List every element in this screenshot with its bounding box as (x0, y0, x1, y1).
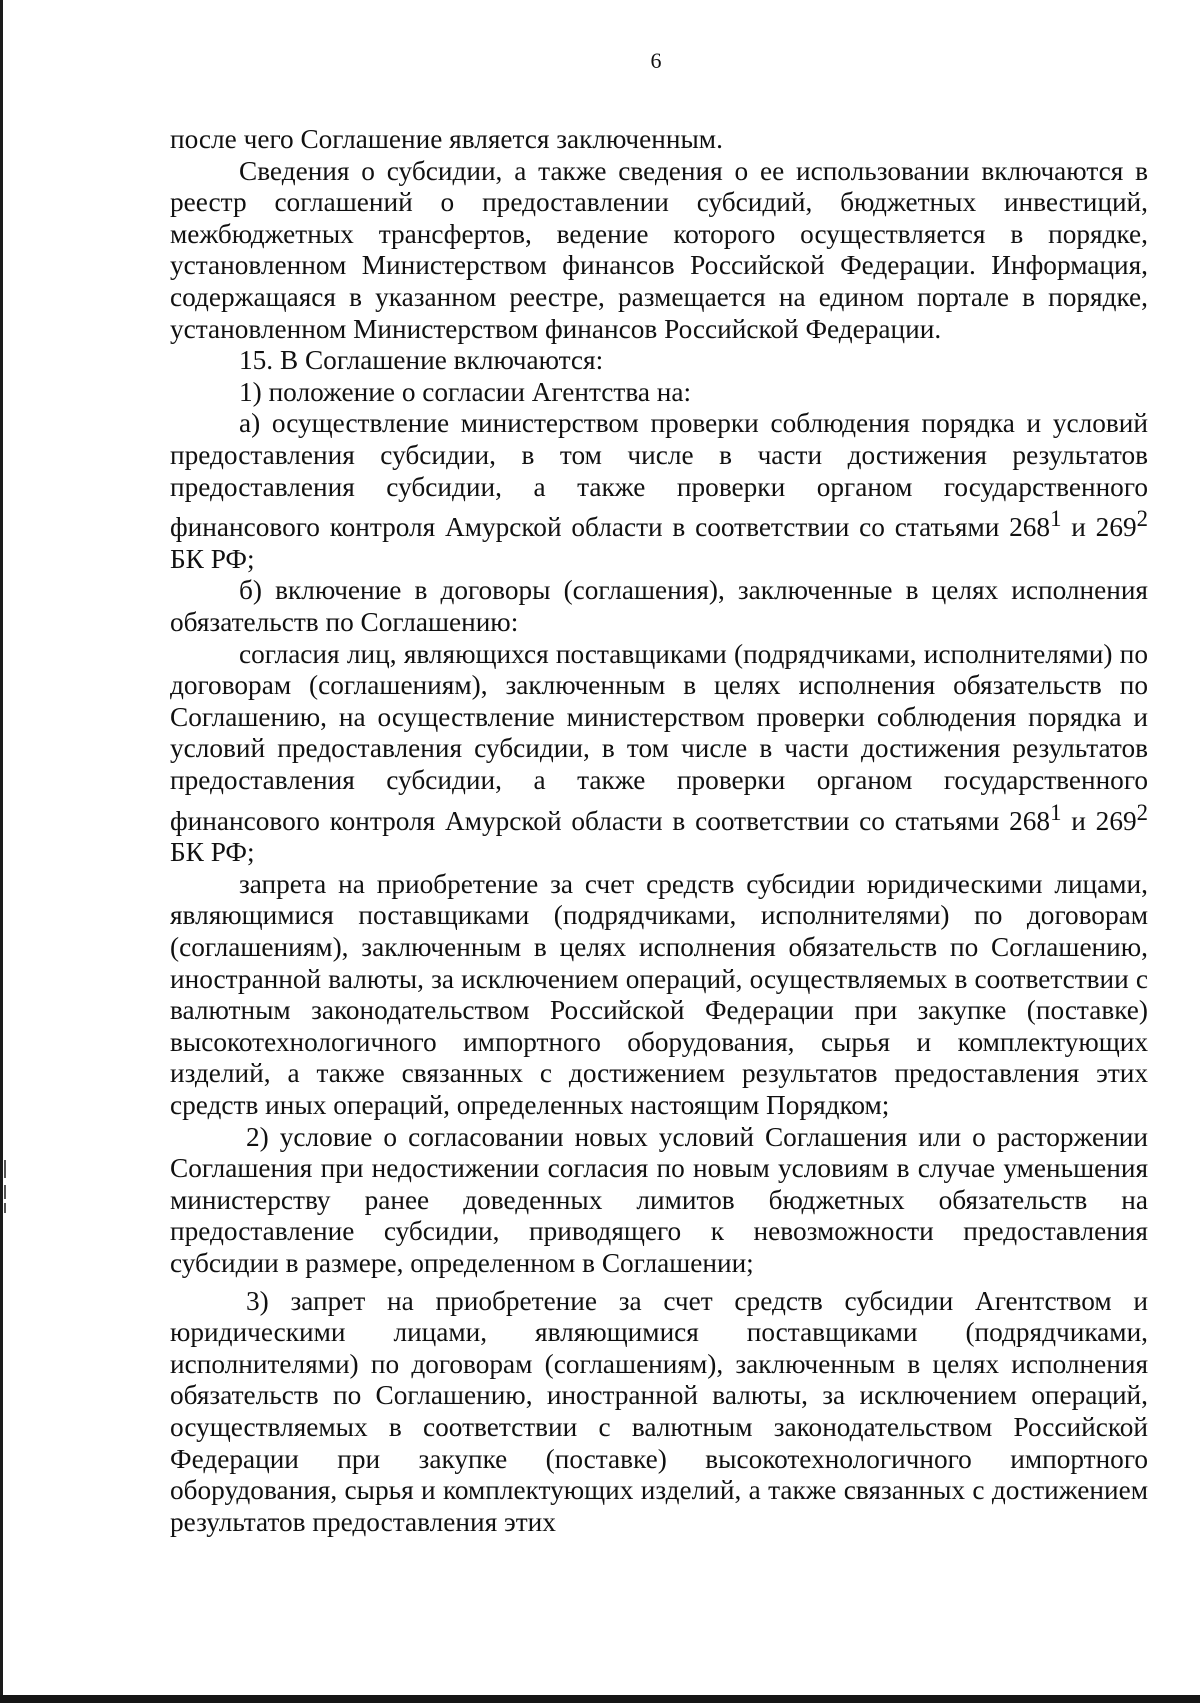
paragraph-text: и 269 (1061, 512, 1137, 543)
paragraph: б) включение в договоры (соглашения), заключенные в целях исполнения обязательств по Соглашению: (170, 575, 1148, 637)
paragraph-text: БК РФ; (170, 837, 255, 868)
paragraph: 3) запрет на приобретение за счет средств субсидии Агентством и юридическими лицами, являющимися поставщиками (подрядчиками, исполнителями) по договорам (соглашениям), заключенным в целях исполнения обязательств по Соглашению, иностранной валюты, за исключением операций, осуществляемых в соответствии с валютным законодательством Российской Федерации при закупке (поставке) высокотехнологичного импортного оборудования, сырья и комплектующих изделий, а также связанных с достижением результатов предоставления этих (170, 1285, 1148, 1537)
superscript: 2 (1136, 506, 1148, 532)
paragraph: 1) положение о согласии Агентства на: (239, 376, 692, 407)
paragraph: после чего Соглашение является заключенным. (170, 124, 723, 154)
scan-left-mark (4, 1160, 6, 1178)
superscript: 2 (1136, 799, 1148, 825)
superscript: 1 (1050, 506, 1062, 532)
scan-bottom-edge (0, 1695, 1200, 1703)
page-number: 6 (650, 48, 662, 73)
paragraph: Сведения о субсидии, а также сведения о ее использовании включаются в реестр соглашений о предоставлении субсидий, бюджетных инвестиций, межбюджетных трансфертов, ведение которого осуществляется в порядке, установленном Министерством финансов Российской Федерации. Информация, содержащаяся в указанном реестре, размещается на едином портале в порядке, установленном Министерством финансов Российской Федерации. (170, 155, 1148, 344)
paragraph (170, 639, 1148, 869)
paragraph-text: БК РФ; (170, 543, 255, 574)
scan-left-mark (4, 1185, 6, 1199)
paragraph-text: и 269 (1061, 805, 1137, 836)
paragraph: запрета на приобретение за счет средств субсидии юридическими лицами, являющимися поставщиками (подрядчиками, исполнителями) по договорам (соглашениям), заключенным в целях исполнения обязательств по Соглашению, иностранной валюты, за исключением операций, осуществляемых в соответствии с валютным законодательством Российской Федерации при закупке (поставке) высокотехнологичного импортного оборудования, сырья и комплектующих изделий, а также связанных с достижением результатов предоставления этих средств иных операций, определенных настоящим Порядком; (170, 868, 1148, 1120)
paragraph-text: согласия лиц, являющихся поставщиками (подрядчиками, исполнителями) по договорам (соглашениям), заключенным в целях исполнения обязательств по Соглашению, на осуществление министерством проверки соблюдения порядка и условий предоставления субсидии, в том числе в части достижения результатов предоставления субсидии, а также проверки органом государственного финансового контроля Амурской области в соответствии со статьями 268 (170, 638, 1148, 836)
scan-left-edge (0, 0, 3, 1703)
document-body (170, 124, 1148, 1538)
paragraph (170, 408, 1148, 575)
paragraph: 2) условие о согласовании новых условий Соглашения или о расторжении Соглашения при недостижении согласия по новым условиям в случае уменьшения министерству ранее доведенных лимитов бюджетных обязательств на предоставление субсидии, приводящего к невозможности предоставления субсидии в размере, определенном в Соглашении; (170, 1121, 1148, 1278)
paragraph: 15. В Соглашение включаются: (239, 345, 604, 376)
scan-left-mark (4, 1203, 6, 1213)
superscript: 1 (1050, 799, 1062, 825)
paragraph-text: а) осуществление министерством проверки соблюдения порядка и условий предоставления субсидии, в том числе в части достижения результатов предоставления субсидии, а также проверки органом государственного финансового контроля Амурской области в соответствии со статьями 268 (170, 408, 1148, 543)
